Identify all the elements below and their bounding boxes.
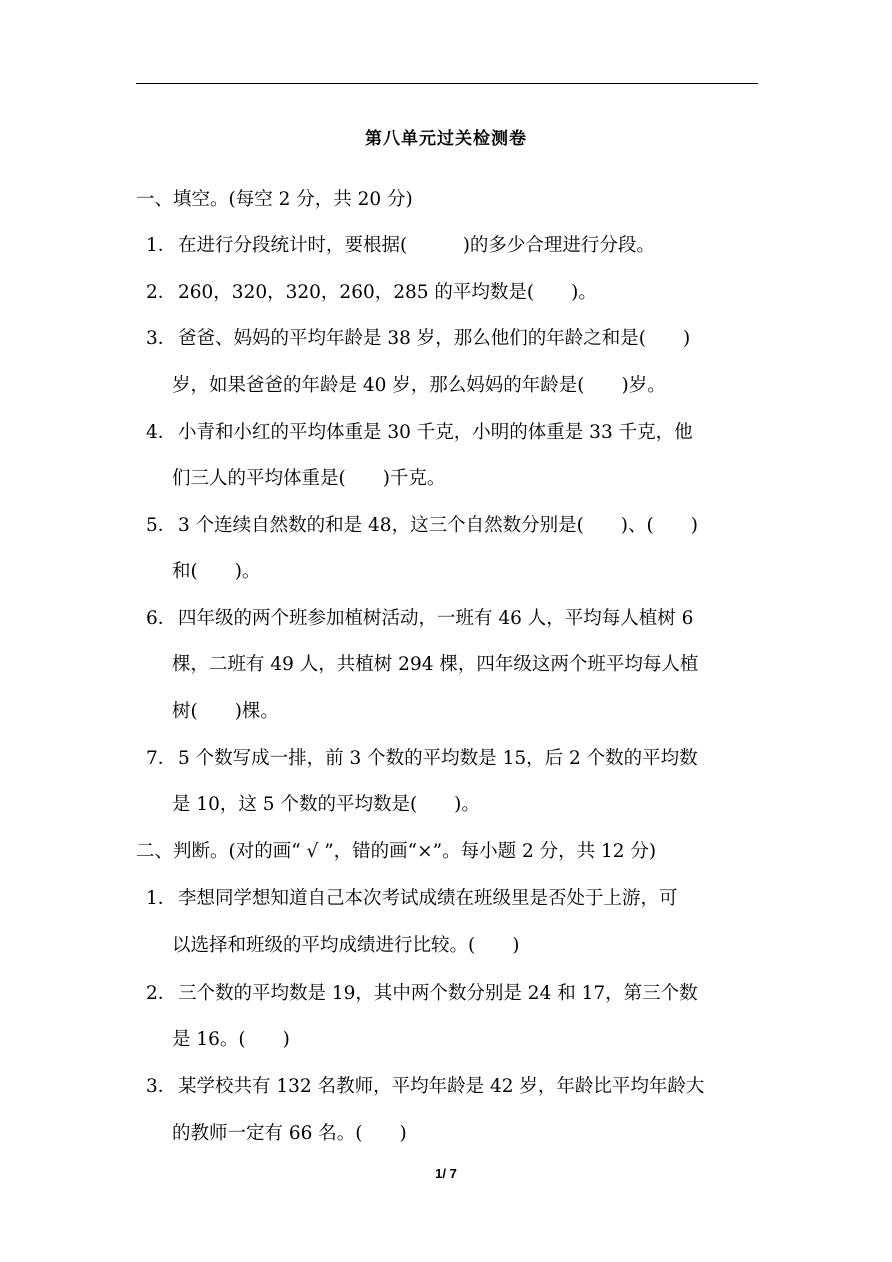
question-s2-q1: 1． 李想同学想知道自己本次考试成绩在班级里是否处于上游，可 (146, 888, 678, 909)
question-s1-q7: 7． 5 个数写成一排，前 3 个数的平均数是 15，后 2 个数的平均数 (146, 748, 698, 769)
question-s1-q4: 4． 小青和小红的平均体重是 30 千克，小明的体重是 33 千克，他 (146, 422, 693, 443)
question-s1-q2: 2． 260，320，320，260，285 的平均数是( )。 (146, 282, 597, 303)
question-s2-q3: 3． 某学校共有 132 名教师，平均年龄是 42 岁，年龄比平均年龄大 (146, 1076, 705, 1097)
question-s2-q2: 2． 三个数的平均数是 19，其中两个数分别是 24 和 17，第三个数 (146, 983, 698, 1004)
question-s1-q6: 6． 四年级的两个班参加植树活动，一班有 46 人，平均每人植树 6 (146, 608, 694, 629)
question-s1-q7-cont: 是 10，这 5 个数的平均数是( )。 (172, 794, 480, 815)
page-number: 1/ 7 (435, 1166, 457, 1181)
question-s1-q3-cont: 岁，如果爸爸的年龄是 40 岁，那么妈妈的年龄是( )岁。 (172, 375, 666, 396)
question-s1-q6-cont: 棵，二班有 49 人，共植树 294 棵，四年级这两个班平均每人植 (172, 654, 699, 675)
question-s1-q5-cont: 和( )。 (172, 561, 261, 582)
question-s1-q6-cont2: 树( )棵。 (172, 701, 279, 722)
question-s2-q3-cont: 的教师一定有 66 名。( ) (172, 1123, 407, 1144)
question-s2-q1-cont: 以选择和班级的平均成绩进行比较。( ) (172, 935, 520, 956)
question-s1-q5: 5． 3 个连续自然数的和是 48，这三个自然数分别是( )、( ) (146, 515, 698, 536)
page-title: 第八单元过关检测卷 (365, 129, 527, 149)
question-s2-q2-cont: 是 16。( ) (172, 1029, 290, 1050)
question-s1-q3: 3． 爸爸、妈妈的平均年龄是 38 岁，那么他们的年龄之和是( ) (146, 328, 691, 349)
header-rule (136, 83, 758, 84)
question-s1-q4-cont: 们三人的平均体重是( )千克。 (172, 468, 446, 489)
section2-heading: 二、判断。(对的画“ √ ”，错的画“×”。每小题 2 分，共 12 分) (136, 841, 657, 862)
section1-heading: 一、填空。(每空 2 分，共 20 分) (136, 189, 413, 210)
question-s1-q1: 1． 在进行分段统计时，要根据( )的多少合理进行分段。 (146, 235, 655, 256)
